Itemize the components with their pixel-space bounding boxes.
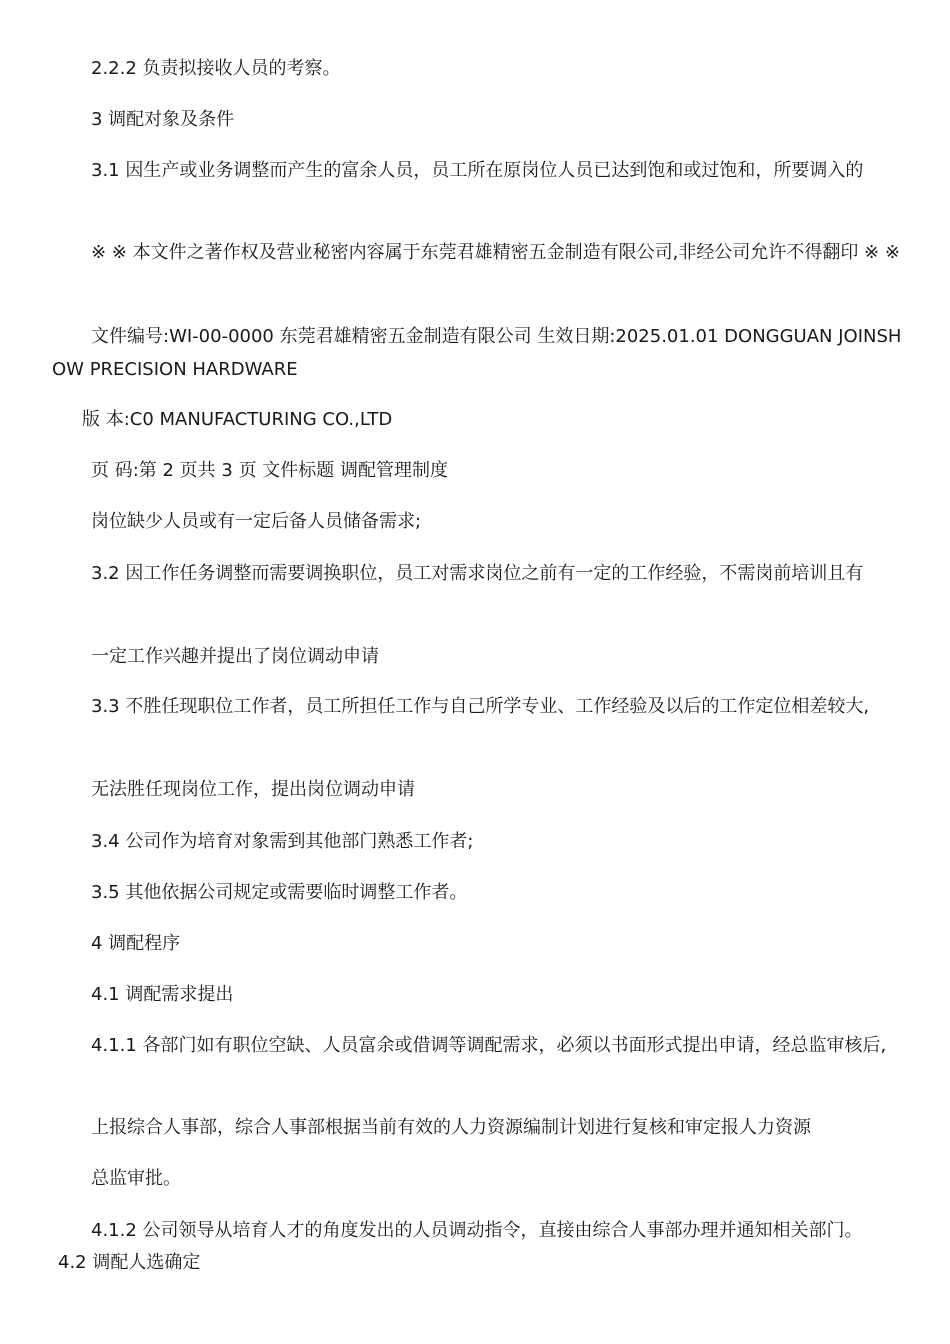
paragraph-3-4: 3.4 公司作为培育对象需到其他部门熟悉工作者; xyxy=(91,831,474,852)
paragraph-4-1-1: 4.1.1 各部门如有职位空缺、人员富余或借调等调配需求，必须以书面形式提出申请，经总监审核后, xyxy=(91,1035,887,1056)
paragraph-3-1: 3.1 因生产或业务调整而产生的富余人员，员工所在原岗位人员已达到饱和或过饱和，所要调入的 xyxy=(91,160,864,181)
paragraph-3-3: 3.3 不胜任现职位工作者，员工所担任工作与自己所学专业、工作经验及以后的工作定位相差较大, xyxy=(91,696,870,717)
paragraph-2-2-2: 2.2.2 负责拟接收人员的考察。 xyxy=(91,58,341,79)
version-line: 版 本:C0 MANUFACTURING CO.,LTD xyxy=(82,409,393,430)
paragraph-4-1-2: 4.1.2 公司领导从培育人才的角度发出的人员调动指令，直接由综合人事部办理并通知相关部门。 xyxy=(91,1220,863,1241)
paragraph-4-1-1-end: 总监审批。 xyxy=(91,1168,181,1189)
copyright-notice: ※ ※ 本文件之著作权及营业秘密内容属于东莞君雄精密五金制造有限公司,非经公司允许不得翻印 ※ ※ xyxy=(91,242,900,263)
paragraph-4-1-1-continued: 上报综合人事部，综合人事部根据当前有效的人力资源编制计划进行复核和审定报人力资源 xyxy=(91,1117,811,1138)
paragraph-3-5: 3.5 其他依据公司规定或需要临时调整工作者。 xyxy=(91,882,468,903)
paragraph-3-1-continued: 岗位缺少人员或有一定后备人员储备需求; xyxy=(91,511,422,532)
page-number-line: 页 码:第 2 页共 3 页 文件标题 调配管理制度 xyxy=(91,460,449,481)
subsection-heading-4-1: 4.1 调配需求提出 xyxy=(91,984,234,1005)
section-heading-3: 3 调配对象及条件 xyxy=(91,109,235,130)
section-heading-4: 4 调配程序 xyxy=(91,933,181,954)
document-number-line: 文件编号:WI-00-0000 东莞君雄精密五金制造有限公司 生效日期:2025.01.01 DONGGUAN JOINSHOW PRECISION HARDWARE xyxy=(52,326,902,380)
paragraph-3-3-continued: 无法胜任现岗位工作，提出岗位调动申请 xyxy=(91,779,415,800)
subsection-heading-4-2: 4.2 调配人选确定 xyxy=(58,1252,201,1273)
paragraph-3-2: 3.2 因工作任务调整而需要调换职位，员工对需求岗位之前有一定的工作经验，不需岗前培训且有 xyxy=(91,563,864,584)
paragraph-3-2-continued: 一定工作兴趣并提出了岗位调动申请 xyxy=(91,646,379,667)
